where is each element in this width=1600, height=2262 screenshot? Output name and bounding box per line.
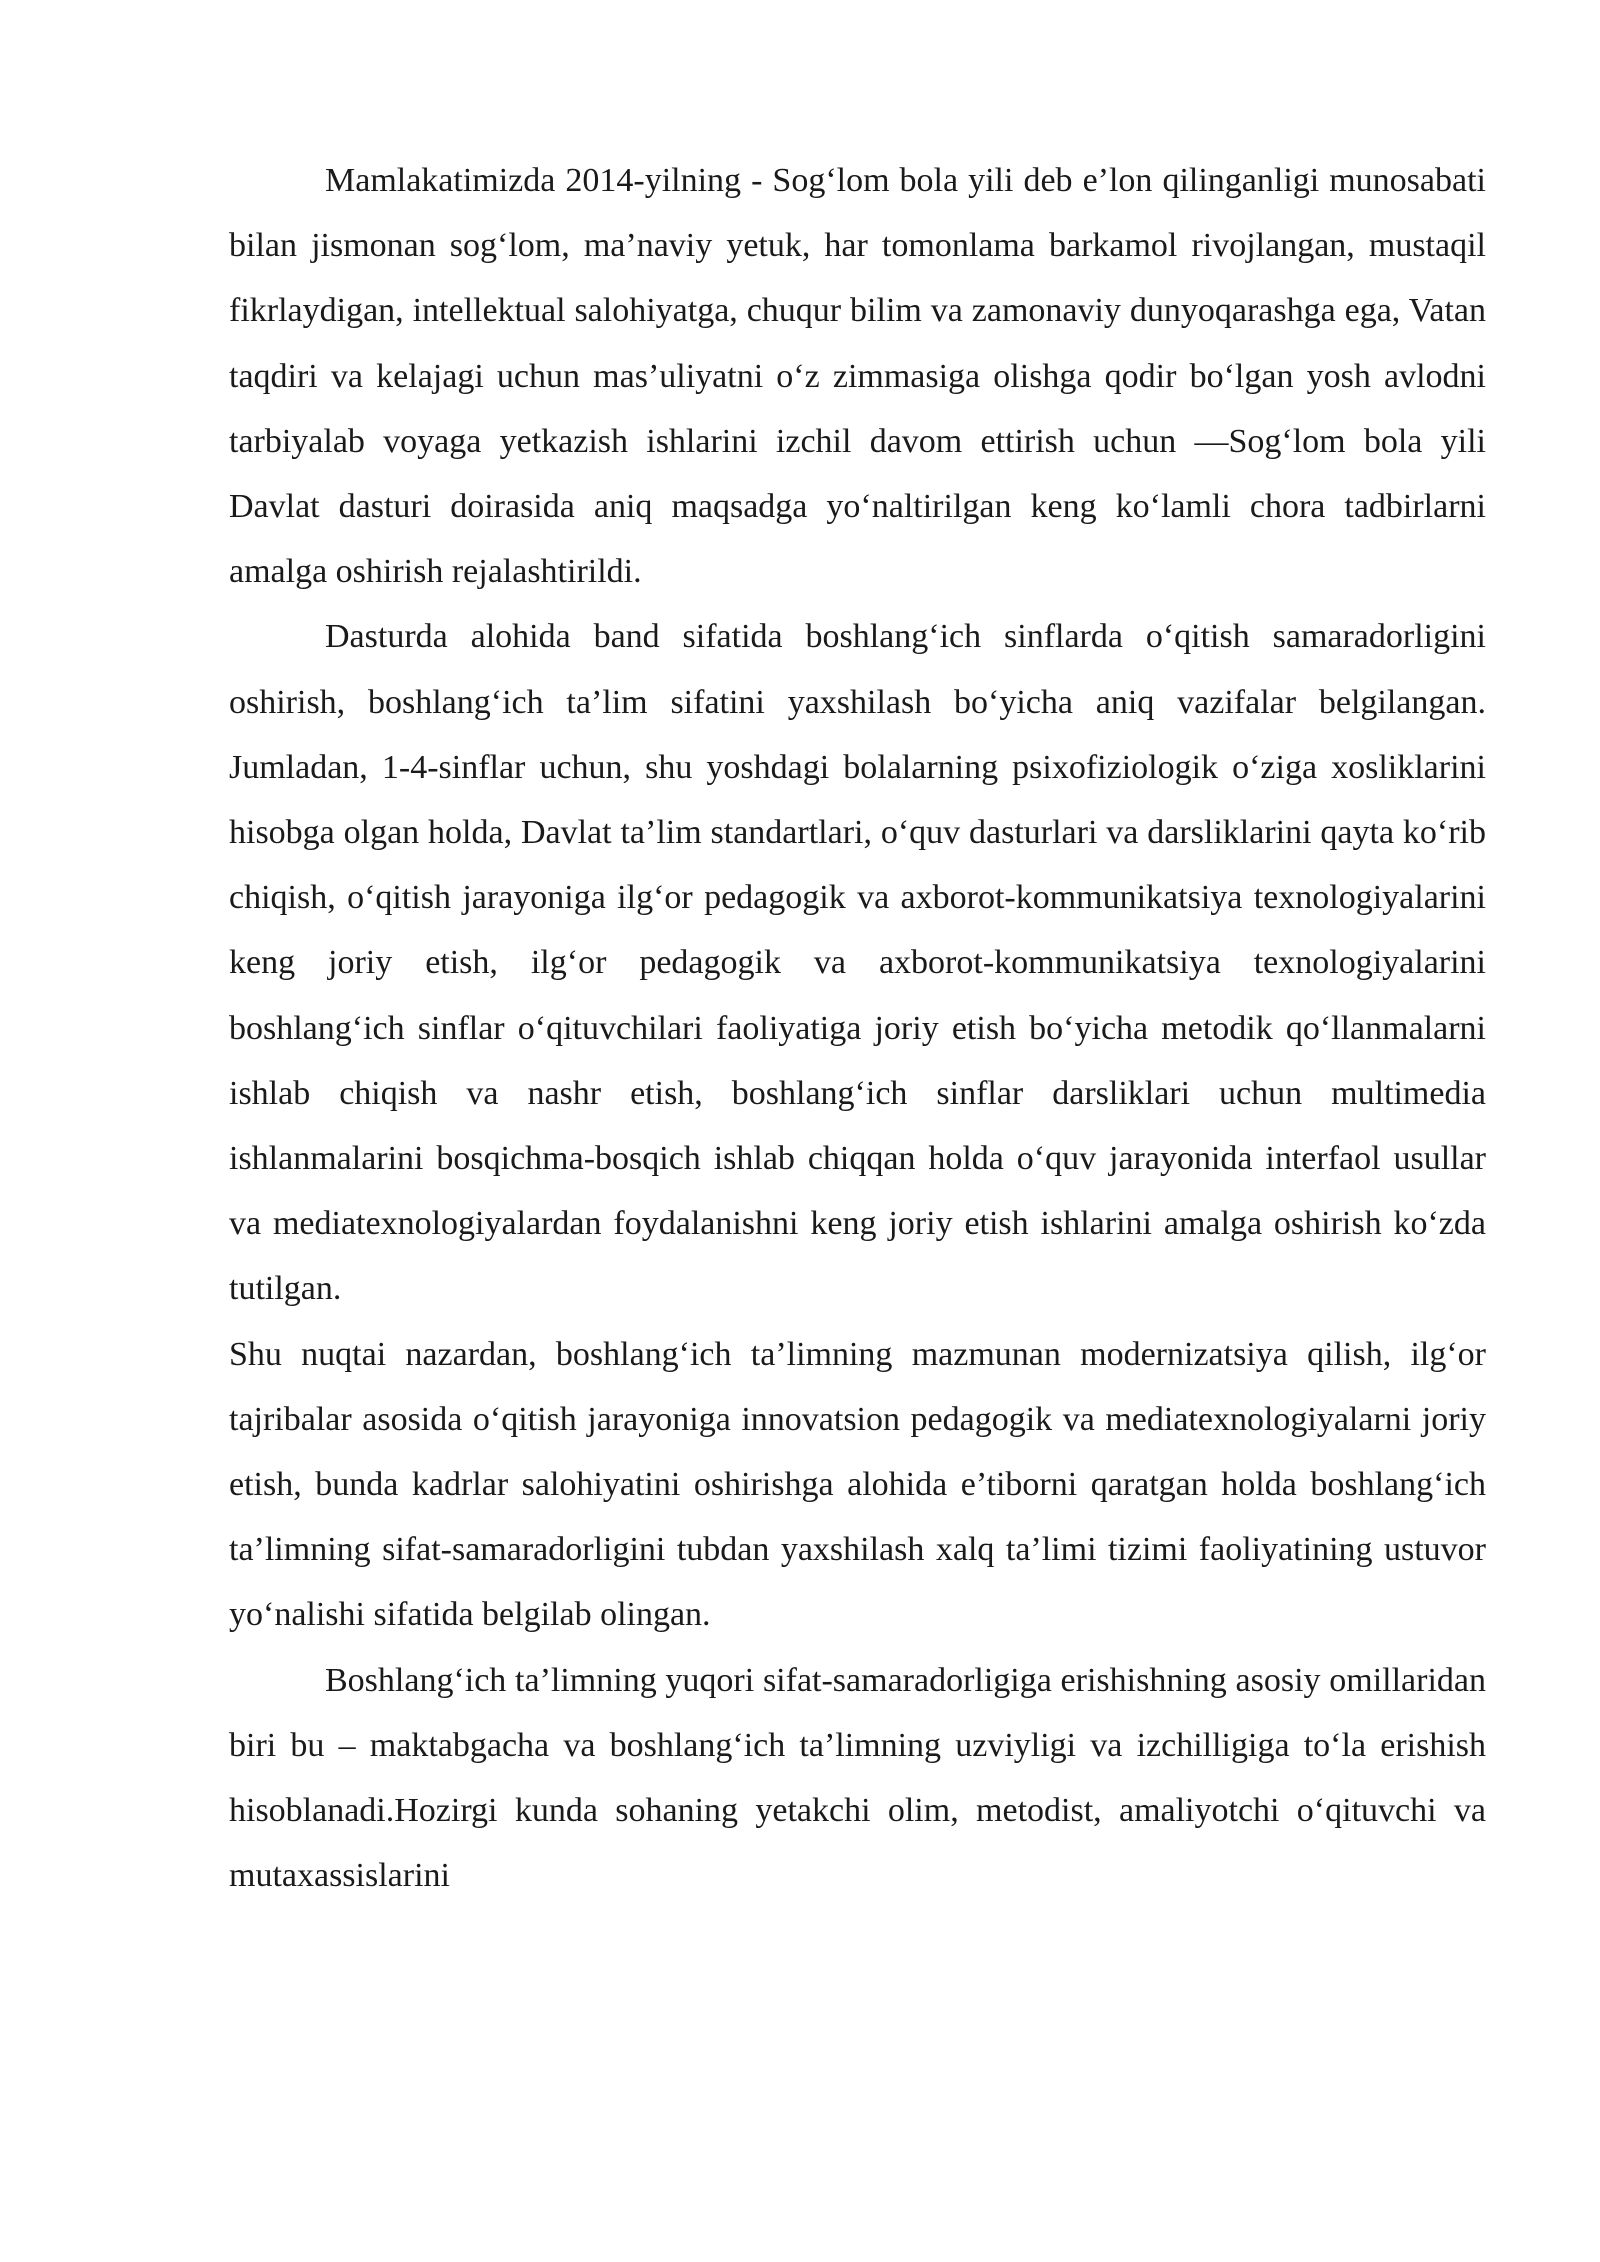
paragraph-4: Boshlang‘ich ta’limning yuqori sifat-samaradorligiga erishishning asosiy omillaridan biri bu – maktabgacha va boshlang‘ich ta’limning uzviyligi va izchilligiga to‘la erishish hisoblanadi.Hozirgi kunda sohaning yetakchi olim, metodist, amaliyotchi o‘qituvchi va mutaxassislarini xyxy=(229,1661,1486,1895)
paragraph-2: Dasturda alohida band sifatida boshlang‘ich sinflarda o‘qitish samaradorligini oshirish, boshlang‘ich ta’lim sifatini yaxshilash bo‘yicha aniq vazifalar belgilangan. Jumladan, 1-4-sinflar uchun, shu yoshdagi bolalarning psixofiziologik o‘ziga xosliklarini hisobga olgan holda, Davlat ta’lim standartlari, o‘quv dasturlari va darsliklarini qayta ko‘rib chiqish, o‘qitish jarayoniga ilg‘or pedagogik va axborot-kommunikatsiya texnologiyalarini keng joriy etish, ilg‘or pedagogik va axborot-kommunikatsiya texnologiyalarini boshlang‘ich sinflar o‘qituvchilari faoliyatiga joriy etish bo‘yicha metodik qo‘llanmalarni ishlab chiqish va nashr etish, boshlang‘ich sinflar darsliklari uchun multimedia ishlanmalarini bosqichma-bosqich ishlab chiqqan holda o‘quv jarayonida interfaol usullar va mediatexnologiyalardan foydalanishni keng joriy etish ishlarini amalga oshirish ko‘zda tutilgan. xyxy=(229,618,1486,1308)
document-body xyxy=(229,148,1486,1908)
paragraph-3: Shu nuqtai nazardan, boshlang‘ich ta’limning mazmunan modernizatsiya qilish, ilg‘or tajribalar asosida o‘qitish jarayoniga innovatsion pedagogik va mediatexnologiyalarni joriy etish, bunda kadrlar salohiyatini oshirishga alohida e’tiborni qaratgan holda boshlang‘ich ta’limning sifat-samaradorligini tubdan yaxshilash xalq ta’limi tizimi faoliyatining ustuvor yo‘nalishi sifatida belgilab olingan. xyxy=(229,1335,1486,1634)
paragraph-1: Mamlakatimizda 2014-yilning - Sog‘lom bola yili deb e’lon qilinganligi munosabati bilan jismonan sog‘lom, ma’naviy yetuk, har tomonlama barkamol rivojlangan, mustaqil fikrlaydigan, intellektual salohiyatga, chuqur bilim va zamonaviy dunyoqarashga ega, Vatan taqdiri va kelajagi uchun mas’uliyatni o‘z zimmasiga olishga qodir bo‘lgan yosh avlodni tarbiyalab voyaga yetkazish ishlarini izchil davom ettirish uchun —Sog‘lom bola yili Davlat dasturi doirasida aniq maqsadga yo‘naltirilgan keng ko‘lamli chora tadbirlarni amalga oshirish rejalashtirildi. xyxy=(229,162,1486,591)
